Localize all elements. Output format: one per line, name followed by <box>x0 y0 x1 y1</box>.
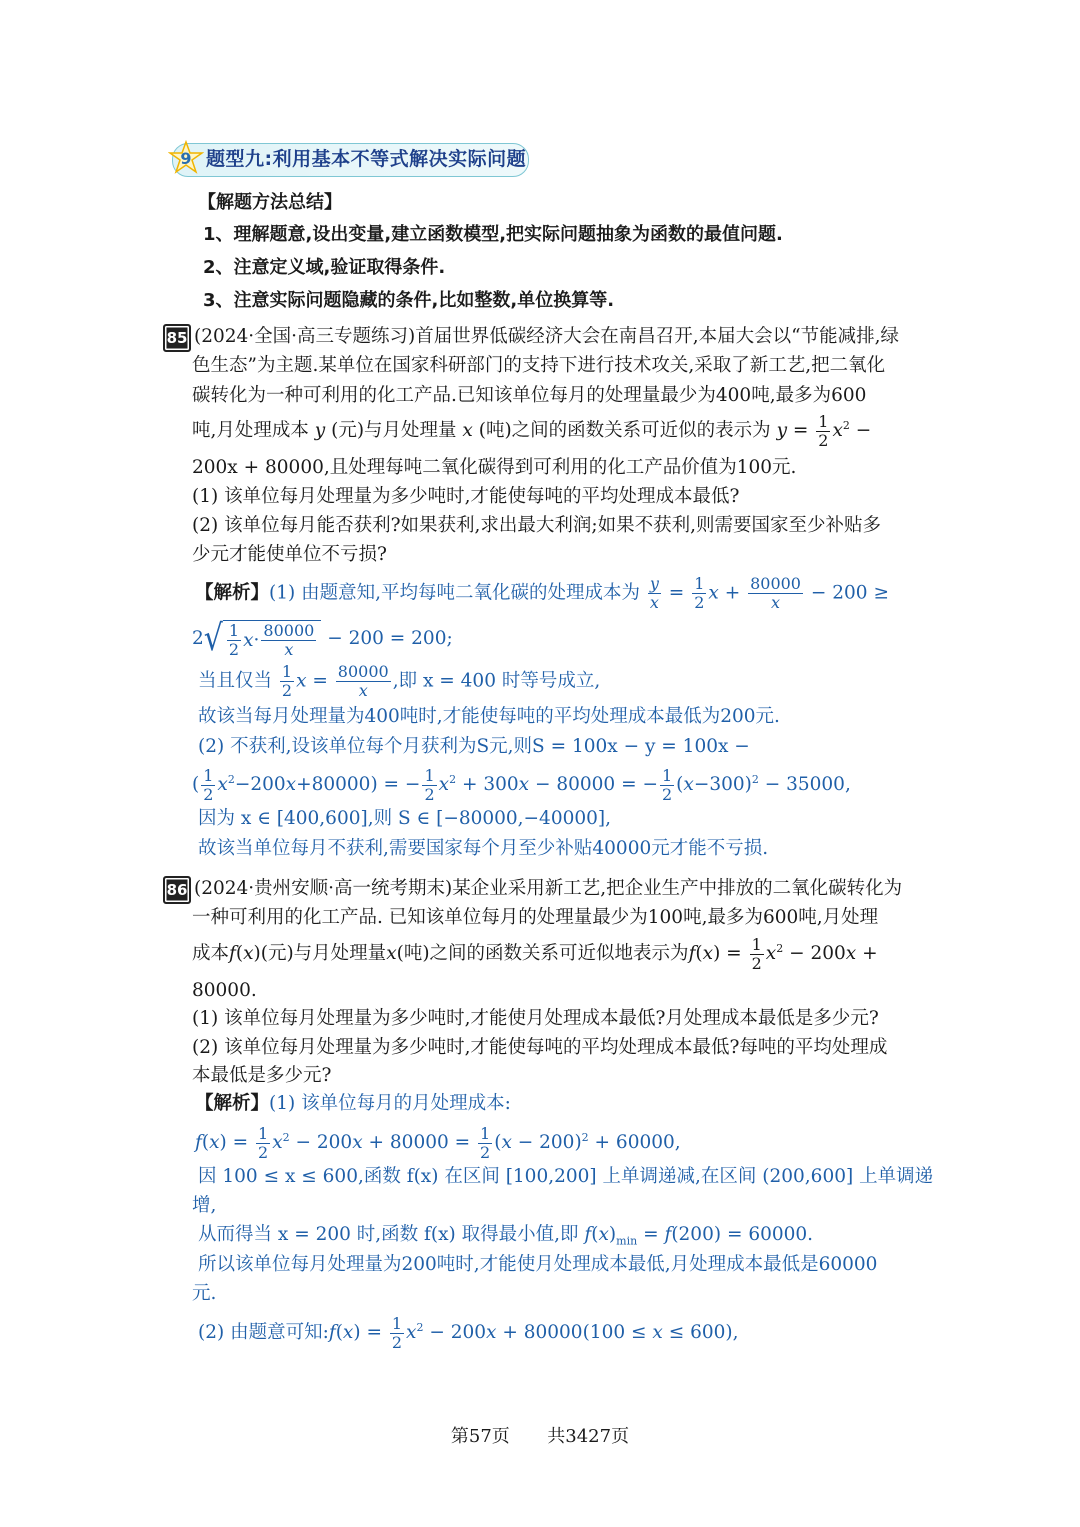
q85-solution-8: 故该当单位每月不获利,需要国家每个月至少补贴40000元才能不亏损. <box>198 838 769 859</box>
q86-sub-2b: 本最低是多少元? <box>192 1065 332 1086</box>
q85-solution-1: 【解析】(1) 由题意知,平均每吨二氧化碳的处理成本为 $\frac{y}{x}$ = $\frac{1}{2}$ x + $\frac{80000}{x}$ − 200 ≥ <box>195 574 889 612</box>
q86-line-3: 成本f(x)(元)与月处理量x(吨)之间的函数关系可近似地表示为f(x) = $\frac{1}{2}$ $x^2 - 200x$ + <box>192 934 878 973</box>
q86-line-2: 一种可利用的化工产品. 已知该单位每月的处理量最少为100吨,最多为600吨,月处理 <box>192 907 879 928</box>
q85-solution-6: ( $\frac{1}{2}$ $x^2-200x+80000$) = − $\frac{1}{2}$ $x^2 + 300x - 80000$ = − $\frac{1}{2}$ $(x-300)^2 - 35000$, <box>192 765 851 804</box>
method-heading: 【解题方法总结】 <box>198 192 342 213</box>
method-item-1: 1、理解题意,设出变量,建立函数模型,把实际问题抽象为函数的最值问题. <box>203 224 783 245</box>
q86-sub-2a: (2) 该单位每月处理量为多少吨时,才能使每吨的平均处理成本最低?每吨的平均处理成 <box>192 1037 888 1058</box>
q85-line-1: (2024·全国·高三专题练习)首届世界低碳经济大会在南昌召开,本届大会以“节能减排,绿 <box>194 326 899 347</box>
q85-line-2: 色生态”为主题.某单位在国家科研部门的支持下进行技术攻关,采取了新工艺,把二氧化 <box>192 355 886 376</box>
section-title: 题型九:利用基本不等式解决实际问题 <box>206 148 527 170</box>
q85-sub-2b: 少元才能使单位不亏损? <box>192 544 387 565</box>
q85-solution-2: 2 √ $\frac{1}{2}$ x · $\frac{80000}{x}$ − 200 = 200; <box>192 617 453 660</box>
q86-solution-4: 增, <box>192 1195 217 1216</box>
section-number: 9 <box>180 148 192 168</box>
q86-solution-2: f(x) = $\frac{1}{2}$ $x^2 - 200x + 80000$ = $\frac{1}{2}$ $(x - 200)^2 + 60000$, <box>195 1123 681 1162</box>
q85-solution-7: 因为 x ∈ [400,600],则 S ∈ [−80000,−40000], <box>198 808 611 829</box>
q86-line-1: (2024·贵州安顺·高一统考期末)某企业采用新工艺,把企业生产中排放的二氧化碳转化为 <box>194 878 903 899</box>
q85-line-3: 碳转化为一种可利用的化工产品.已知该单位每月的处理量最少为400吨,最多为600 <box>192 385 867 406</box>
q85-solution-3: 当且仅当 $\frac{1}{2}$ x = $\frac{80000}{x}$ ,即 x = 400 时等号成立, <box>198 662 601 700</box>
q85-sub-1: (1) 该单位每月处理量为多少吨时,才能使每吨的平均处理成本最低? <box>192 486 740 507</box>
q86-sub-1: (1) 该单位每月处理量为多少吨时,才能使月处理成本最低?月处理成本最低是多少元? <box>192 1008 879 1029</box>
q86-solution-7: 元. <box>192 1283 217 1304</box>
q86-solution-1: 【解析】(1) 该单位每月的月处理成本: <box>195 1093 511 1114</box>
q86-solution-5: 从而得当 x = 200 时,函数 f(x) 取得最小值,即 $f(x)_{min} = f(200) = 60000$. <box>198 1224 814 1248</box>
q85-solution-5: (2) 不获利,设该单位每个月获利为S元,则S = 100x − y = 100x − <box>198 736 750 757</box>
page-number: 第57页 <box>450 1426 510 1447</box>
q85-line-5: 200x + 80000,且处理每吨二氧化碳得到可利用的化工产品价值为100元. <box>192 457 797 478</box>
question-number-85: 85 <box>163 324 191 352</box>
method-item-3: 3、注意实际问题隐藏的条件,比如整数,单位换算等. <box>203 290 615 311</box>
page-total: 共3427页 <box>547 1426 630 1447</box>
question-number-86: 86 <box>163 876 191 904</box>
page-footer <box>0 1422 1080 1448</box>
section-badge <box>168 140 204 176</box>
q86-solution-6: 所以该单位每月处理量为200吨时,才能使月处理成本最低,月处理成本最低是60000 <box>198 1254 878 1275</box>
q86-line-4: 80000. <box>192 980 257 1001</box>
q86-solution-3: 因 100 ≤ x ≤ 600,函数 f(x) 在区间 [100,200] 上单调递减,在区间 (200,600] 上单调递 <box>198 1166 934 1187</box>
q86-solution-8: (2) 由题意可知:f(x) = $\frac{1}{2}$ $x^2 - 200x + 80000(100 \le x \le 600)$, <box>198 1313 739 1352</box>
q85-solution-4: 故该当每月处理量为400吨时,才能使每吨的平均处理成本最低为200元. <box>198 706 780 727</box>
method-item-2: 2、注意定义域,验证取得条件. <box>203 257 446 278</box>
q85-sub-2a: (2) 该单位每月能否获利?如果获利,求出最大利润;如果不获利,则需要国家至少补贴多 <box>192 515 882 536</box>
q85-line-4: 吨,月处理成本 y (元)与月处理量 x (吨)之间的函数关系可近似的表示为 y = $\frac{1}{2}$ $x^2$ − <box>192 411 872 450</box>
